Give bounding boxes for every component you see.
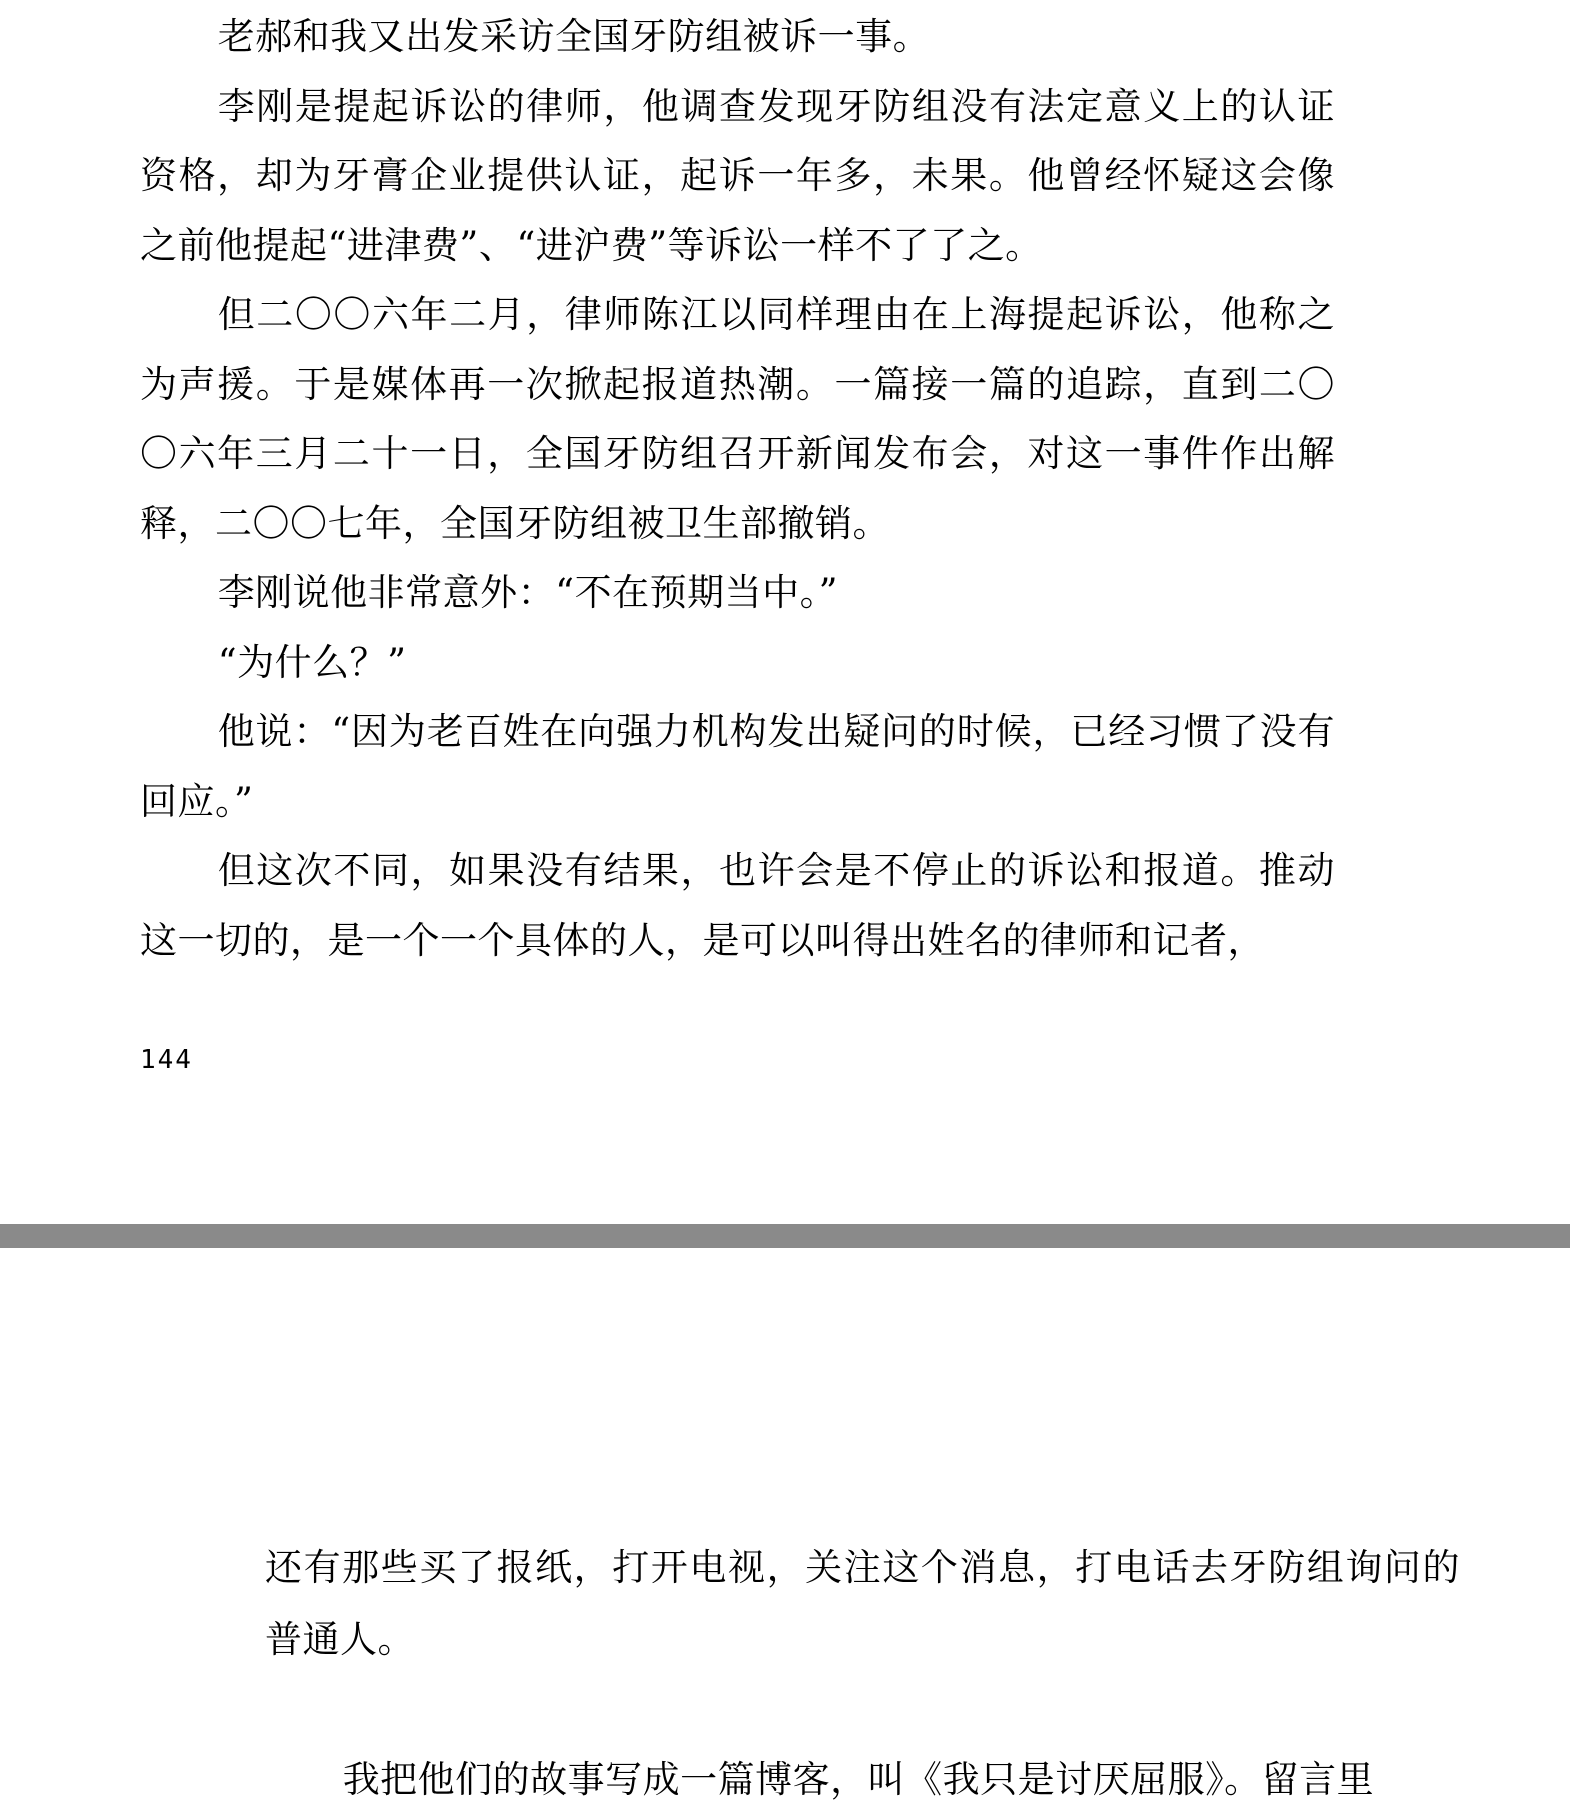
body-text [140, 2, 1335, 975]
page-number: 144 [140, 1045, 193, 1075]
paragraph: 李刚是提起诉讼的律师，他调查发现牙防组没有法定意义上的认证资格，却为牙膏企业提供认证，起诉一年多，未果。他曾经怀疑这会像之前他提起“进津费”、“进沪费”等诉讼一样不了了之。 [140, 84, 1335, 267]
paragraph: 但这次不同，如果没有结果，也许会是不停止的诉讼和报道。推动这一切的，是一个一个具体的人，是可以叫得出姓名的律师和记者， [140, 849, 1335, 962]
paragraph-gap [265, 1676, 1460, 1744]
paragraph: 我把他们的故事写成一篇博客，叫《我只是讨厌屈服》。留言里 [342, 1758, 1375, 1801]
paragraph: 他说：“因为老百姓在向强力机构发出疑问的时候，已经习惯了没有回应。” [140, 710, 1335, 823]
paragraph: 老郝和我又出发采访全国牙防组被诉一事。 [217, 15, 931, 58]
body-text [265, 1532, 1460, 1816]
paragraph: “为什么？” [217, 640, 407, 684]
paragraph: 李刚说他非常意外：“不在预期当中。” [217, 571, 839, 614]
paragraph: 但二〇〇六年二月，律师陈江以同样理由在上海提起诉讼，他称之为声援。于是媒体再一次掀起报道热潮。一篇接一篇的追踪，直到二〇〇六年三月二十一日，全国牙防组召开新闻发布会，对这一事件作出解释，二〇〇七年，全国牙防组被卫生部撤销。 [140, 293, 1335, 545]
page-separator [0, 1224, 1570, 1248]
paragraph-continuation: 还有那些买了报纸，打开电视，关注这个消息，打电话去牙防组询问的普通人。 [265, 1546, 1460, 1661]
page-bottom [0, 1248, 1570, 1806]
